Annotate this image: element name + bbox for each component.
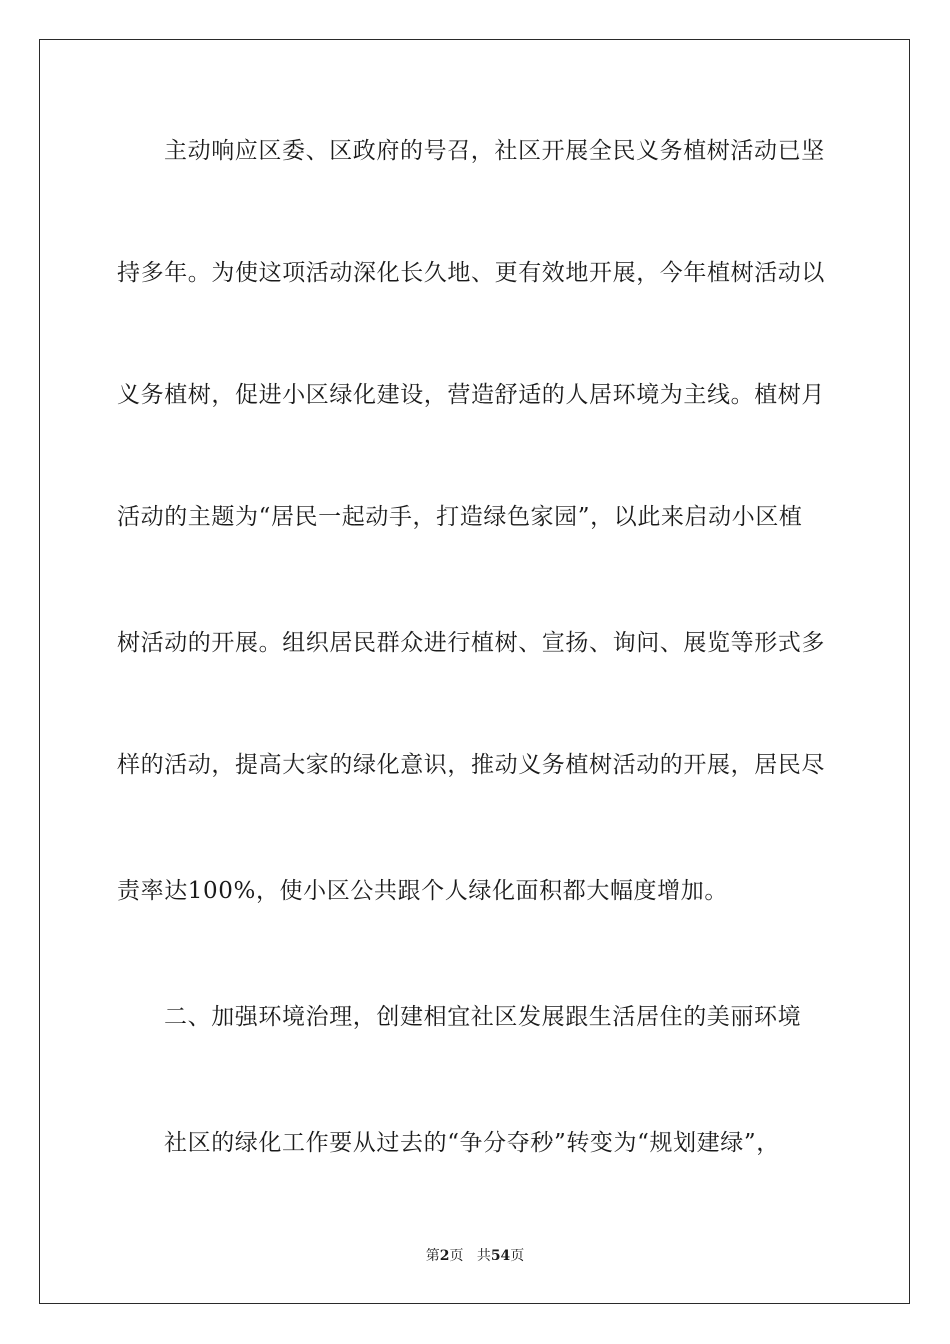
footer-page-suffix: 页 — [449, 1248, 464, 1264]
footer-page-prefix: 第 — [425, 1248, 440, 1264]
paragraph-2-line-1: 社区的绿化工作要从过去的“争分夺秒”转变为“规划建绿”， — [164, 1130, 780, 1156]
page-border — [39, 39, 910, 1304]
paragraph-1-line-2: 持多年。为使这项活动深化长久地、更有效地开展，今年植树活动以 — [117, 260, 825, 286]
paragraph-1-line-1: 主动响应区委、区政府的号召，社区开展全民义务植树活动已坚 — [164, 138, 825, 164]
paragraph-1-line-3: 义务植树，促进小区绿化建设，营造舒适的人居环境为主线。植树月 — [117, 382, 825, 408]
paragraph-1-line-7: 责率达100%，使小区公共跟个人绿化面积都大幅度增加。 — [117, 878, 728, 904]
paragraph-1-line-6: 样的活动，提高大家的绿化意识，推动义务植树活动的开展，居民尽 — [117, 752, 825, 778]
footer-total-prefix: 共 — [476, 1248, 491, 1264]
section-heading: 二、加强环境治理，创建相宜社区发展跟生活居住的美丽环境 — [164, 1004, 802, 1030]
footer-total-suffix: 页 — [510, 1248, 525, 1264]
paragraph-1-line-5: 树活动的开展。组织居民群众进行植树、宣扬、询问、展览等形式多 — [117, 630, 825, 656]
page-footer — [0, 1247, 950, 1265]
footer-page-number: 2 — [439, 1248, 450, 1264]
footer-total-pages: 54 — [490, 1248, 511, 1264]
paragraph-1-line-4: 活动的主题为“居民一起动手，打造绿色家园”，以此来启动小区植 — [117, 504, 803, 530]
